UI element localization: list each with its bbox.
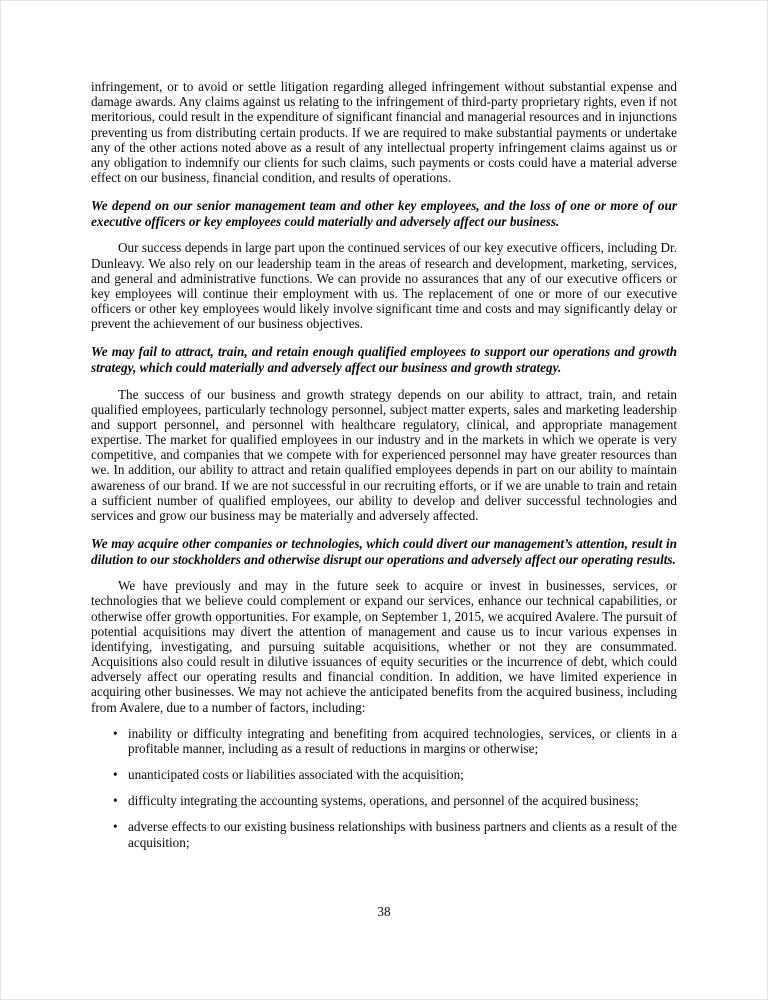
page-number: 38 <box>377 904 391 919</box>
heading-acquisitions: We may acquire other companies or technologies, which could divert our management’s attention, result in dilution to our stockholders and otherwise disrupt our operations and adversely affect our operating results. <box>91 536 677 567</box>
bullet-item <box>113 767 677 782</box>
bullet-item <box>113 726 677 756</box>
paragraph-qualified-employees: The success of our business and growth strategy depends on our ability to attract, train, and retain qualified employees, particularly technology personnel, subject matter experts, sales and marketing leadership and support personnel, and personnel with healthcare regulatory, clinical, and appropriate management expertise. The market for qualified employees in our industry and in the markets in which we operate is very competitive, and companies that we compete with for experienced personnel may have greater resources than we. In addition, our ability to attract and retain qualified employees depends in part on our ability to maintain awareness of our brand. If we are not successful in our recruiting efforts, or if we are unable to train and retain a sufficient number of qualified employees, our ability to develop and deliver successful technologies and services and grow our business may be materially and adversely affected. <box>91 386 677 523</box>
bullet-item <box>113 819 677 849</box>
bullet-text: difficulty integrating the accounting systems, operations, and personnel of the acquired business; <box>128 793 639 809</box>
bullet-text: unanticipated costs or liabilities associated with the acquisition; <box>128 767 464 783</box>
bullet-text: inability or difficulty integrating and benefiting from acquired technologies, services, or clients in a profitable manner, including as a result of reductions in margins or otherwise; <box>128 725 677 756</box>
bullet-marker: • <box>113 819 118 835</box>
heading-qualified-employees: We may fail to attract, train, and retain enough qualified employees to support our operations and growth strategy, which could materially and adversely affect our business and growth strategy. <box>91 344 677 375</box>
bullet-marker: • <box>113 793 118 809</box>
paragraph-acquisitions: We have previously and may in the future seek to acquire or invest in businesses, services, or technologies that we believe could complement or expand our services, enhance our technical capabilities, or otherwise offer growth opportunities. For example, on September 1, 2015, we acquired Avalere. The pursuit of potential acquisitions may divert the attention of management and cause us to incur various expenses in identifying, investigating, and pursuing suitable acquisitions, whether or not they are consummated. Acquisitions also could result in dilutive issuances of equity securities or the incurrence of debt, which could adversely affect our operating results and financial condition. In addition, we have limited experience in acquiring other businesses. We may not achieve the anticipated benefits from the acquired business, including from Avalere, due to a number of factors, including: <box>91 578 677 715</box>
bullet-marker: • <box>113 767 118 783</box>
bullet-text: adverse effects to our existing business relationships with business partners and clients as a result of the acquisition; <box>128 819 677 850</box>
paragraph-infringement-continuation: infringement, or to avoid or settle litigation regarding alleged infringement without substantial expense and damage awards. Any claims against us relating to the infringement of third-party proprietary rights, even if not meritorious, could result in the expenditure of significant financial and managerial resources and in injunctions preventing us from distributing certain products. If we are required to make substantial payments or undertake any of the other actions noted above as a result of any intellectual property infringement claims against us or any obligation to indemnify our clients for such claims, such payments or costs could have a material adverse effect on our business, financial condition, and results of operations. <box>91 79 677 186</box>
bullet-list <box>113 726 677 850</box>
heading-key-employees: We depend on our senior management team and other key employees, and the loss of one or more of our executive officers or key employees could materially and adversely affect our business. <box>91 198 677 229</box>
bullet-marker: • <box>113 725 118 741</box>
paragraph-key-employees: Our success depends in large part upon the continued services of our key executive officers, including Dr. Dunleavy. We also rely on our leadership team in the areas of research and development, marketing, services, and general and administrative functions. We can provide no assurances that any of our executive officers or key employees will continue their employment with us. The replacement of one or more of our executive officers or other key employees would likely involve significant time and costs and may significantly delay or prevent the achievement of our business objectives. <box>91 240 677 332</box>
bullet-item <box>113 793 677 808</box>
